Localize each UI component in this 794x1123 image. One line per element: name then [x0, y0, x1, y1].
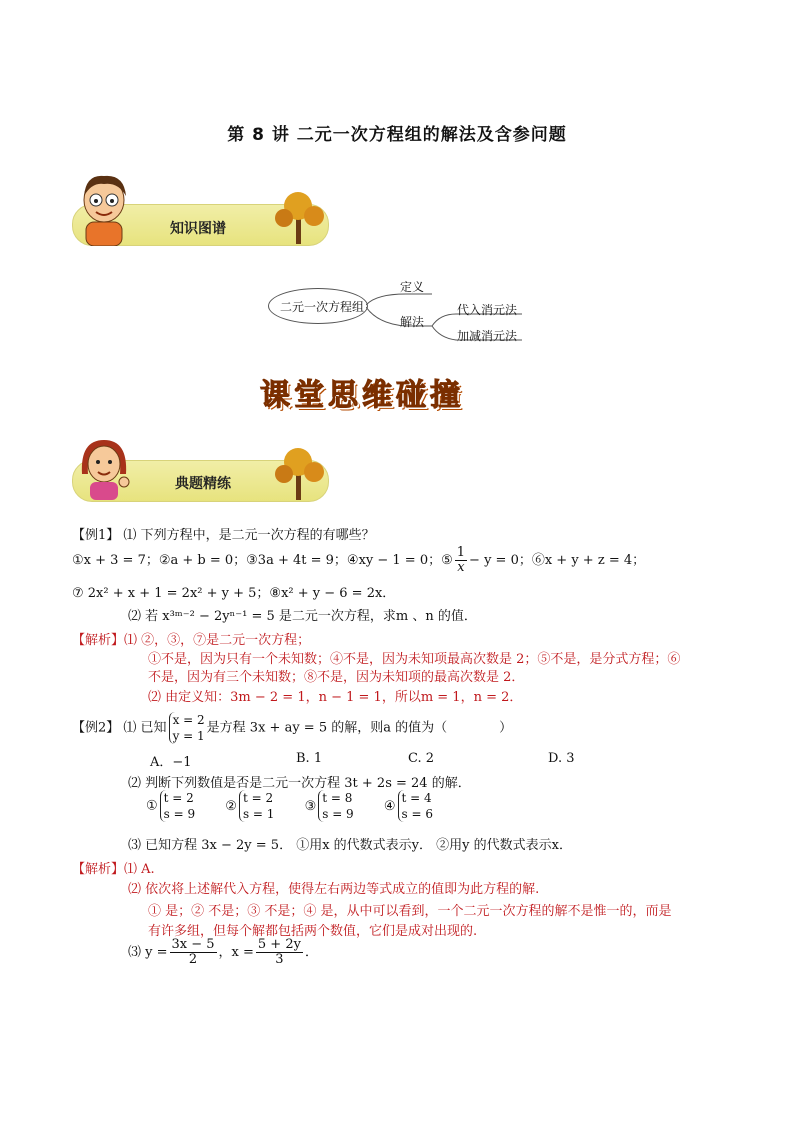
example-label: 【例1】 — [72, 528, 120, 543]
solution-text: ⑴ A. — [124, 862, 155, 877]
fraction-denominator: 3 — [275, 952, 284, 967]
candidate-3-label: ③ — [304, 798, 317, 814]
candidate-1-t: t = 2 — [163, 791, 194, 805]
mindmap-substitution: 代入消元法 — [457, 303, 518, 317]
option-b: B. 1 — [296, 751, 323, 766]
example-2-solution-2: ⑵ 依次将上述解代入方程，使得左右两边等式成立的值即为此方程的解. — [128, 882, 540, 897]
option-c: C. 2 — [408, 751, 435, 766]
autumn-tree-icon — [270, 184, 330, 248]
mindmap-elimination: 加减消元法 — [457, 329, 518, 343]
example-1-solution-3: 不是，因为有三个未知数；⑧不是，因为未知项的最高次数是 2． — [148, 670, 525, 685]
candidate-4-label: ④ — [383, 798, 396, 814]
options-text-2: − y = 0；⑥x + y + z = 4； — [469, 553, 646, 568]
example-1-question — [72, 524, 375, 543]
candidate-4-system — [398, 790, 433, 822]
fraction-denominator: x — [457, 560, 465, 575]
system-eq-2: y = 1 — [172, 729, 205, 743]
example-2-solution-1 — [72, 858, 155, 877]
classroom-heading: 课堂思维碰撞 — [260, 378, 464, 413]
candidate-3-t: t = 8 — [322, 791, 353, 805]
example-2-question-3: ⑶ 已知方程 3x − 2y = 5． ①用x 的代数式表示y． ②用y 的代数式表示x． — [128, 838, 572, 853]
fraction-numerator: 1 — [456, 545, 466, 560]
fraction — [455, 546, 467, 575]
girl-cartoon-icon — [74, 434, 134, 500]
answer-x-label: ，x = — [218, 945, 254, 960]
candidate-1-s: s = 9 — [163, 807, 196, 821]
options-text: ①x + 3 = 7；②a + b = 0；③3a + 4t = 9；④xy − 1 = 0；⑤ — [72, 553, 453, 568]
example-2-question-2: ⑵ 判断下列数值是否是二元一次方程 3t + 2s = 24 的解． — [128, 776, 471, 791]
candidate-solutions — [146, 790, 435, 822]
example-1-solution-1 — [72, 629, 310, 648]
candidate-1-label: ① — [146, 798, 158, 814]
fraction-numerator: 3x − 5 — [171, 937, 215, 952]
boy-cartoon-icon — [74, 168, 134, 246]
answer-y-label: ⑶ y = — [128, 945, 168, 960]
example-1-question-2: ⑵ 若 x³ᵐ⁻² − 2yⁿ⁻¹ = 5 是二元一次方程，求m 、n 的值． — [128, 609, 477, 624]
solution-label: 【解析】 — [72, 862, 125, 877]
example-2-solution-3: ① 是；② 不是；③ 不是；④ 是，从中可以看到，一个二元一次方程的解不是惟一的，而是 — [148, 904, 672, 919]
equation-system — [169, 712, 205, 744]
example-2-solution-5 — [128, 938, 318, 967]
period: ． — [304, 945, 318, 960]
fraction-denominator: 2 — [188, 952, 198, 967]
example-2-question-1 — [72, 712, 512, 744]
mindmap-root-label: 二元一次方程组 — [280, 300, 365, 314]
candidate-3-system — [318, 790, 353, 822]
mindmap-method: 解法 — [400, 315, 425, 329]
candidate-2-system — [239, 790, 274, 822]
candidate-2-t: t = 2 — [242, 791, 274, 805]
mindmap-definition: 定义 — [400, 280, 425, 294]
example-1-solution-4: ⑵ 由定义知：3m − 2 = 1，n − 1 = 1，所以m = 1，n = 2． — [148, 690, 523, 705]
candidate-3-s: s = 9 — [322, 807, 354, 821]
question-text: ⑴ 已知 — [123, 720, 167, 736]
example-label: 【例2】 — [72, 720, 120, 736]
candidate-2-label: ② — [225, 798, 237, 814]
question-text-2: 是方程 3x + ay = 5 的解，则a 的值为（ ） — [206, 720, 513, 736]
question-number: ⑴ — [123, 528, 137, 543]
candidate-2-s: s = 1 — [242, 807, 275, 821]
example-1-options-line-2: ⑦ 2x² + x + 1 = 2x² + y + 5；⑧x² + y − 6 = 2x． — [72, 586, 396, 601]
banner-title: 知识图谱 — [170, 221, 226, 237]
option-d: D. 3 — [548, 751, 575, 766]
system-eq-1: x = 2 — [172, 713, 205, 727]
banner-title-2: 典题精练 — [175, 476, 231, 492]
solution-text: ⑴ ②，③，⑦是二元一次方程； — [124, 633, 311, 648]
candidate-4-s: s = 6 — [401, 807, 433, 821]
example-1-options-line-1 — [72, 546, 645, 575]
candidate-1-system — [160, 790, 195, 822]
answer-y-fraction — [170, 938, 217, 967]
example-2-solution-4: 有许多组，但每个解都包括两个数值，它们是成对出现的. — [148, 924, 478, 939]
example-1-solution-2: ①不是，因为只有一个未知数；④不是，因为未知项最高次数是 2；⑤不是，是分式方程；⑥ — [148, 652, 681, 667]
candidate-4-t: t = 4 — [401, 791, 432, 805]
page-title: 第 8 讲 二元一次方程组的解法及含参问题 — [227, 125, 567, 145]
autumn-tree-icon-2 — [270, 440, 330, 504]
answer-x-fraction — [256, 938, 303, 967]
question-text: 下列方程中，是二元一次方程的有哪些？ — [140, 528, 375, 543]
solution-label: 【解析】 — [72, 633, 125, 648]
option-a: A．−1 — [150, 755, 192, 770]
fraction-numerator: 5 + 2y — [257, 937, 301, 952]
